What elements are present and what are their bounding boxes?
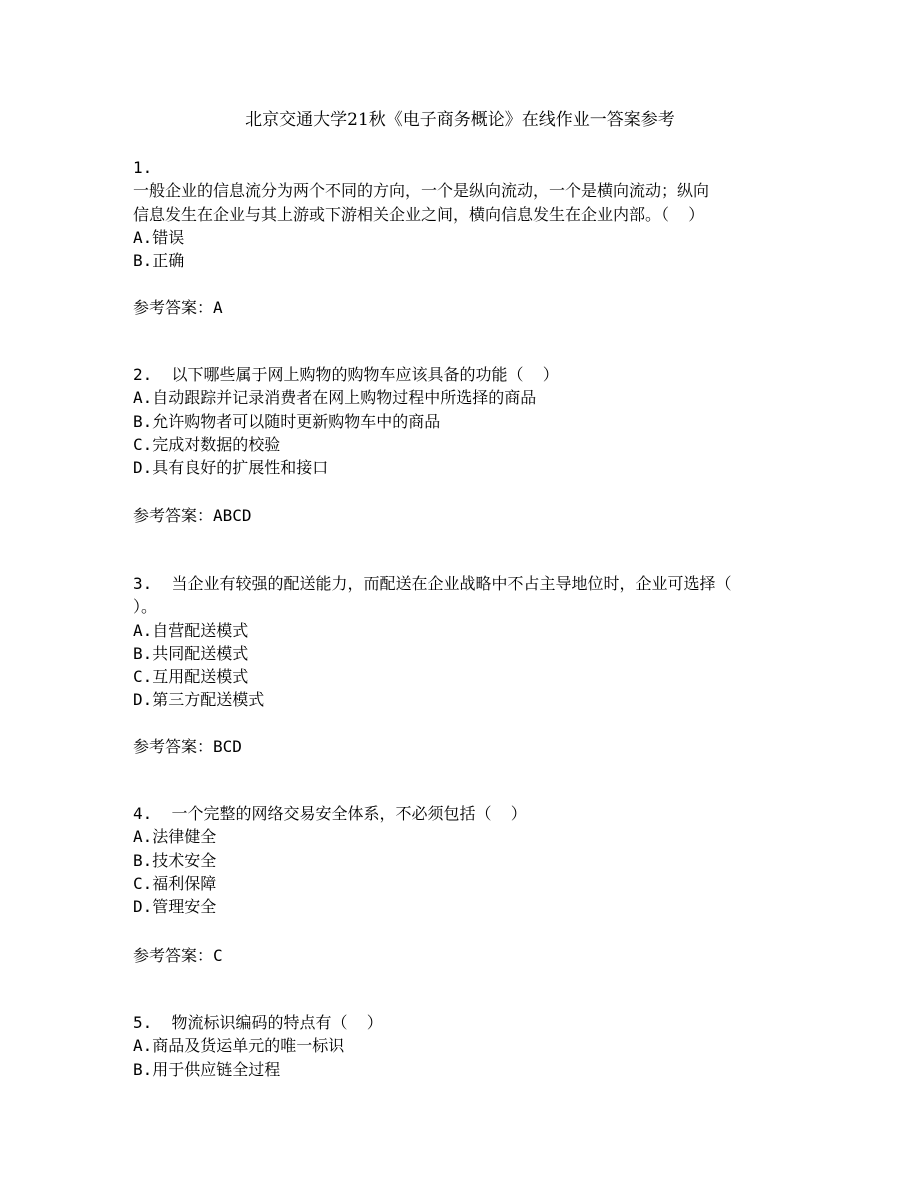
option-b: B.允许购物者可以随时更新购物车中的商品 — [133, 411, 441, 431]
option-b: B.技术安全 — [133, 850, 217, 870]
option-d: D.第三方配送模式 — [133, 690, 265, 710]
option-d: D.具有良好的扩展性和接口 — [133, 458, 329, 478]
question-stem-line: 2. 以下哪些属于网上购物的购物车应该具备的功能（ ） — [133, 365, 559, 384]
option-a: A.商品及货运单元的唯一标识 — [133, 1036, 345, 1056]
answer-label: 参考答案： — [133, 298, 214, 317]
question-stem-line: 3. 当企业有较强的配送能力，而配送在企业战略中不占主导地位时，企业可选择（ — [133, 574, 732, 593]
question-5 — [133, 1011, 793, 1081]
question-number: 4. — [133, 804, 153, 823]
option-d: D.管理安全 — [133, 897, 217, 917]
option-c: C.完成对数据的校验 — [133, 434, 281, 454]
answer-1 — [133, 296, 223, 319]
option-b: B.共同配送模式 — [133, 643, 249, 663]
answer-3 — [133, 735, 242, 758]
answer-value: A — [213, 298, 223, 317]
option-a: A.法律健全 — [133, 827, 217, 847]
question-number: 2. — [133, 365, 153, 384]
option-b: B.正确 — [133, 251, 185, 271]
answer-label: 参考答案： — [133, 506, 214, 525]
question-4 — [133, 802, 793, 918]
option-a: A.自营配送模式 — [133, 620, 249, 640]
document-title: 北京交通大学21秋《电子商务概论》在线作业一答案参考 — [245, 110, 675, 130]
question-stem-line: 4. 一个完整的网络交易安全体系，不必须包括（ ） — [133, 804, 527, 823]
option-a: A.自动跟踪并记录消费者在网上购物过程中所选择的商品 — [133, 388, 537, 408]
answer-label: 参考答案： — [133, 946, 214, 965]
option-c: C.福利保障 — [133, 873, 217, 893]
option-b: B.用于供应链全过程 — [133, 1059, 281, 1079]
question-number: 1. — [133, 158, 153, 177]
question-stem-line: 5. 物流标识编码的特点有（ ） — [133, 1013, 383, 1032]
question-stem-line: 信息发生在企业与其上游或下游相关企业之间，横向信息发生在企业内部。（ ） — [133, 204, 705, 224]
question-number: 5. — [133, 1013, 153, 1032]
answer-2 — [133, 504, 252, 527]
answer-value: C — [213, 946, 223, 965]
question-stem-line: 一般企业的信息流分为两个不同的方向，一个是纵向流动，一个是横向流动；纵向 — [133, 181, 710, 201]
question-2 — [133, 363, 793, 479]
answer-label: 参考答案： — [133, 737, 214, 756]
answer-4 — [133, 944, 223, 967]
question-3 — [133, 572, 793, 712]
answer-value: BCD — [213, 737, 242, 756]
question-number: 3. — [133, 574, 153, 593]
question-1 — [133, 156, 793, 272]
answer-value: ABCD — [213, 506, 252, 525]
option-c: C.互用配送模式 — [133, 667, 249, 687]
question-stem-line: ）。 — [133, 597, 158, 617]
option-a: A.错误 — [133, 227, 185, 247]
